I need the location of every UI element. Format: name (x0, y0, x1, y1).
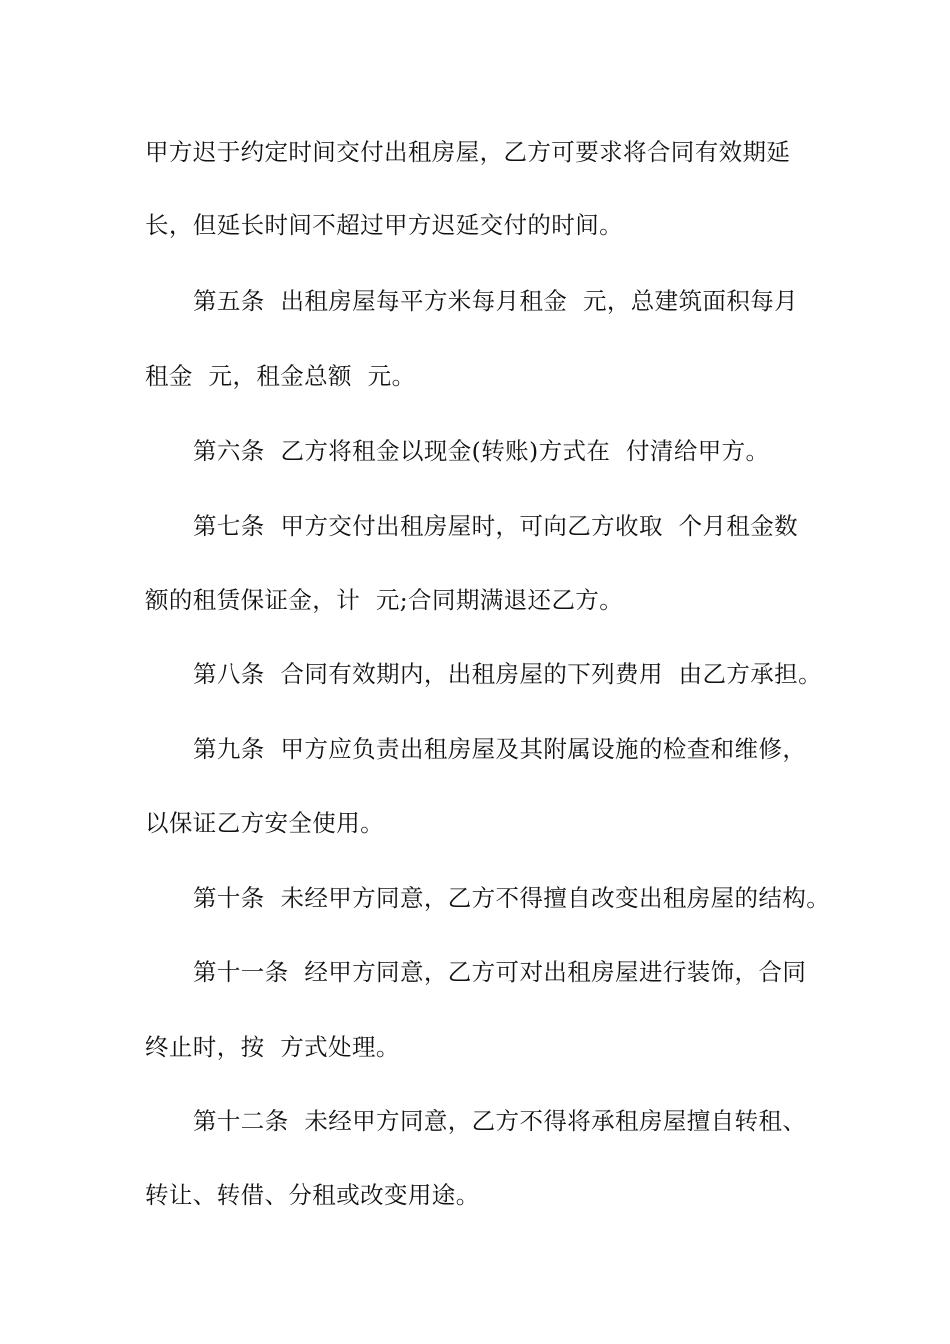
article-11-line: 第十一条 经甲方同意，乙方可对出租房屋进行装饰，合同 (193, 958, 807, 986)
text-line: 以保证乙方安全使用。 (145, 809, 384, 837)
article-8-line: 第八条 合同有效期内，出租房屋的下列费用 由乙方承担。 (193, 660, 822, 688)
text-line: 长，但延长时间不超过甲方迟延交付的时间。 (145, 211, 623, 239)
text-line: 租金 元，租金总额 元。 (145, 362, 416, 390)
article-12-line: 第十二条 未经甲方同意，乙方不得将承租房屋擅自转租、 (193, 1107, 807, 1135)
article-9-line: 第九条 甲方应负责出租房屋及其附属设施的检查和维修， (193, 735, 807, 763)
article-10-line: 第十条 未经甲方同意，乙方不得擅自改变出租房屋的结构。 (193, 884, 831, 912)
article-7-line: 第七条 甲方交付出租房屋时，可向乙方收取 个月租金数 (193, 512, 799, 540)
text-line: 甲方迟于约定时间交付出租房屋，乙方可要求将合同有效期延 (145, 138, 791, 166)
text-line: 额的租赁保证金，计 元;合同期满退还乙方。 (145, 586, 624, 614)
text-line: 终止时，按 方式处理。 (145, 1033, 400, 1061)
text-line: 转让、转借、分租或改变用途。 (145, 1181, 480, 1209)
article-6-line: 第六条 乙方将租金以现金(转账)方式在 付清给甲方。 (193, 437, 770, 465)
article-5-line: 第五条 出租房屋每平方米每月租金 元，总建筑面积每月 (193, 287, 799, 315)
